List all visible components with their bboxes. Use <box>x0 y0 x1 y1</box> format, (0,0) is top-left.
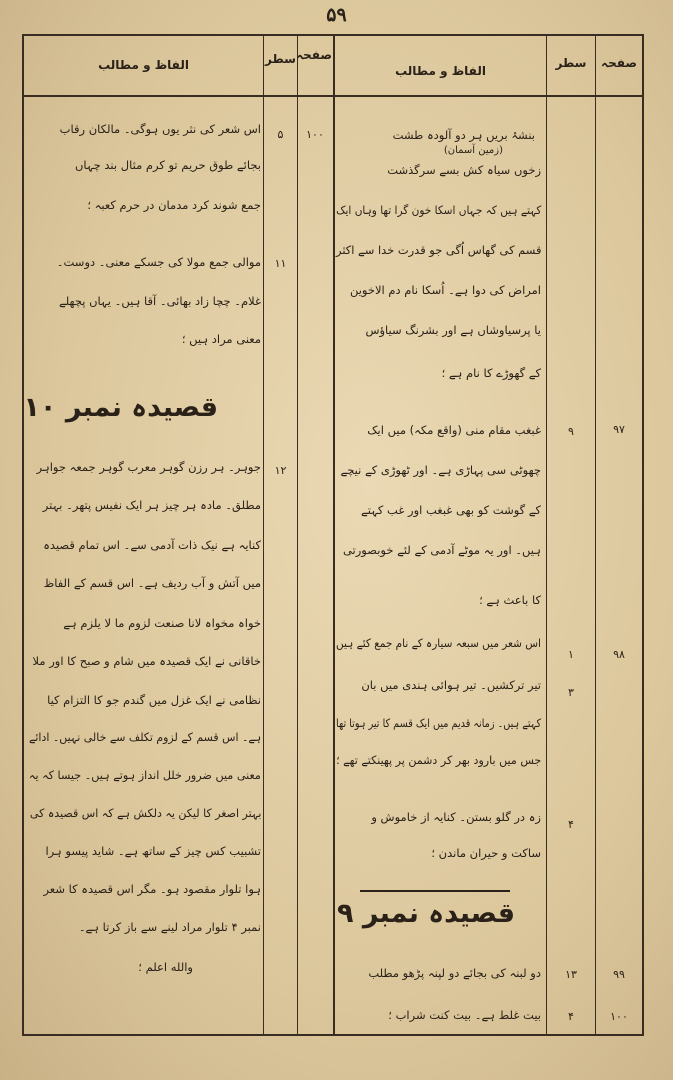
line-ref: ۱۲ <box>274 464 287 477</box>
heading-underline <box>360 890 510 892</box>
page-ref: ۱۰۰ <box>306 128 324 141</box>
gloss-line: دو لبنہ کی بجائے دو لپنہ پڑھو مطلب <box>368 966 541 980</box>
page-ref: ۹۹ <box>613 968 625 981</box>
page-ref: ۹۷ <box>613 423 625 436</box>
gloss-line: نظامی نے ایک غزل میں گندم جو کا التزام کیا <box>47 693 261 707</box>
gloss-line: ہوا تلوار مقصود ہو۔ مگر اس قصیدہ کا شعر <box>43 882 261 896</box>
line-ref: ۳ <box>568 686 574 699</box>
gloss-line: کے گوشت کو بھی غبغب اور غب کہتے <box>360 503 541 517</box>
gloss-line: ساکت و حیران ماندن ؛ <box>431 846 541 860</box>
header-right-page: صفحہ <box>601 56 637 70</box>
column-divider <box>297 34 298 1036</box>
gloss-line: اس شعر میں سبعہ سیارہ کے نام جمع کئے ہیں <box>336 636 541 650</box>
line-ref: ۹ <box>568 425 574 438</box>
header-left-words: الفاظ و مطالب <box>98 58 189 72</box>
line-ref: ۱۱ <box>274 257 287 270</box>
gloss-line: معنی مراد ہیں ؛ <box>181 332 261 346</box>
gloss-line: تیر ترکشیں۔ تیر ہوائی ہندی میں بان <box>361 678 541 692</box>
gloss-line: (زمین آسمان) <box>443 145 503 156</box>
gloss-line: قسم کی گھاس اُگی جو قدرت خدا سے اکثر <box>335 243 541 257</box>
gloss-line: ہیں۔ اور یہ موٹے آدمی کے لئے خوبصورتی <box>342 543 541 557</box>
gloss-line: بہتر اصغر کا لیکن یہ دلکش ہے کہ اس قصیدہ کی <box>29 806 261 820</box>
gloss-line: یا پرسیاوشاں ہے اور بشرنگ سیاؤس <box>365 323 541 337</box>
gloss-line: معنی میں ضرور خلل انداز ہوتے ہیں۔ جیسا کہ یہ <box>29 768 261 782</box>
gloss-line: خاقانی نے ایک قصیدہ میں شام و صبح کا اور ملا <box>32 654 261 668</box>
gloss-line: والله اعلم ؛ <box>138 960 193 974</box>
center-divider <box>333 34 335 1036</box>
gloss-line: جوہر۔ ہر رزن گوہر معرب گوہر جمعہ جواہر <box>36 460 261 474</box>
gloss-line: کا باعث ہے ؛ <box>479 593 541 607</box>
page-number: ۵۹ <box>326 4 347 26</box>
line-ref: ۱۳ <box>565 968 577 981</box>
header-left-page: صفحہ <box>296 48 332 62</box>
table-left-border <box>22 34 24 1036</box>
gloss-line: زہ در گلو بستن۔ کنایہ از خاموش و <box>371 810 541 824</box>
gloss-line: تشبیب کس چیز کے ساتھ ہے۔ شاید پیسو ہرا <box>45 844 261 858</box>
column-divider <box>595 34 596 1036</box>
gloss-line: کہتے ہیں۔ زمانہ قدیم میں ایک قسم کا تیر ہوتا تھا <box>335 716 541 730</box>
gloss-line: اس شعر کی نثر یوں ہوگی۔ مالکان رقاب <box>59 122 261 136</box>
gloss-line: موالی جمع مولا کی جسکے معنی۔ دوست۔ <box>56 255 261 269</box>
page-ref: ۹۸ <box>613 648 625 661</box>
gloss-line: نمبر ۴ تلوار مراد لینے سے باز کرتا ہے۔ <box>78 920 261 934</box>
line-ref: ۱ <box>568 648 574 661</box>
gloss-line: بنشۂ بریں ہر دو آلودہ طشت <box>392 128 535 142</box>
gloss-line: زخوں سیاہ کش بسے سرگذشت <box>387 163 541 177</box>
header-right-words: الفاظ و مطالب <box>395 64 486 78</box>
gloss-line: جمع شوند کرد مدمان در حرم کعبہ ؛ <box>87 198 261 212</box>
gloss-line: مطلق۔ مادہ ہر چیز ہر ایک نفیس پتھر۔ بہتر <box>42 498 261 512</box>
gloss-line: بیت غلط ہے۔ بیت کنت شراب ؛ <box>388 1008 541 1022</box>
line-ref: ۴ <box>568 1010 574 1023</box>
gloss-line: غلام۔ چچا زاد بھائی۔ آقا ہیں۔ یہاں پچھلے <box>58 294 261 308</box>
table-right-border <box>642 34 644 1036</box>
gloss-line: چھوٹی سی پہاڑی ہے۔ اور ٹھوڑی کے نیچے <box>340 463 541 477</box>
header-left-line: سطر <box>265 52 296 66</box>
line-ref: ۵ <box>277 128 284 141</box>
gloss-line: خواہ مخواہ لانا صنعت لزوم ما لا یلزم ہے <box>63 616 261 630</box>
gloss-line: جس میں بارود بھر کر دشمن پر پھینکتے تھے ؛ <box>335 753 541 767</box>
gloss-line: امراض کی دوا ہے۔ اُسکا نام دم الاخوین <box>349 283 541 297</box>
gloss-line: کہتے ہیں کہ جہاں اسکا خون گرا تھا وہاں ایک <box>335 203 541 217</box>
gloss-line: بجائے طوق حریم تو کرم مثال بند چہاں <box>74 158 261 172</box>
gloss-line: کنایہ ہے نیک ذات آدمی سے۔ اس تمام قصیدہ <box>43 538 261 552</box>
page-ref: ۱۰۰ <box>610 1010 628 1023</box>
gloss-line: ہے۔ اس قسم کے لزوم تکلف سے خالی نہیں۔ ادائے <box>28 730 261 744</box>
gloss-line: غبغب مقام منی (واقع مکہ) میں ایک <box>367 423 541 437</box>
gloss-line: کے گھوڑے کا نام ہے ؛ <box>441 366 541 380</box>
section-heading: قصیدہ نمبر ۱۰ <box>23 392 218 423</box>
column-divider <box>546 34 547 1036</box>
column-divider <box>263 34 264 1036</box>
header-right-line: سطر <box>555 56 587 70</box>
section-heading: قصیدہ نمبر ۹ <box>336 898 515 929</box>
gloss-line: میں آتش و آب ردیف ہے۔ اس قسم کے الفاظ <box>43 576 261 590</box>
line-ref: ۴ <box>568 818 574 831</box>
